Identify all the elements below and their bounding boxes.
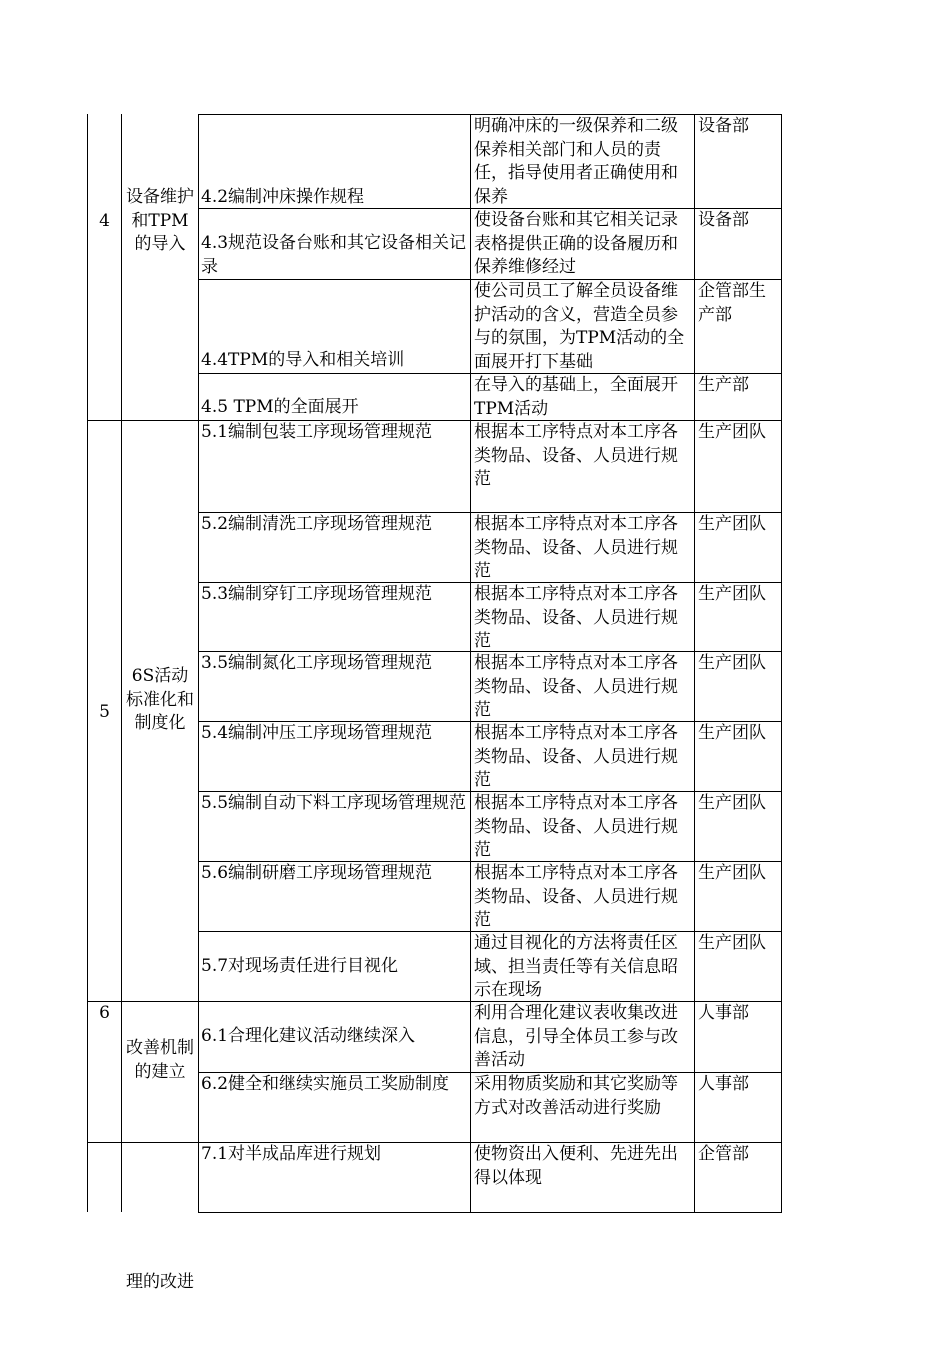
dept-cell: 生产团队 xyxy=(698,584,766,604)
task-cell: 7.1对半成品库进行规划 xyxy=(201,1144,382,1164)
section-name: 6S活动标准化和制度化 xyxy=(126,666,194,733)
task-cell: 5.4编制冲压工序现场管理规范 xyxy=(201,723,433,743)
task-cell: 6.2健全和继续实施员工奖励制度 xyxy=(201,1074,450,1094)
task-cell: 5.1编制包装工序现场管理规范 xyxy=(201,422,433,442)
dept-cell: 设备部 xyxy=(698,210,749,230)
dept-cell: 人事部 xyxy=(698,1074,749,1094)
goal-cell: 采用物质奖励和其它奖励等方式对改善活动进行奖励 xyxy=(474,1074,678,1118)
task-cell: 6.1合理化建议活动继续深入 xyxy=(201,1026,416,1046)
goal-cell: 使物资出入便利、先进先出得以体现 xyxy=(474,1144,678,1188)
task-cell: 5.2编制清洗工序现场管理规范 xyxy=(201,514,433,534)
section-number: 6 xyxy=(99,1003,110,1023)
goal-cell: 通过目视化的方法将责任区域、担当责任等有关信息昭示在现场 xyxy=(474,933,678,1000)
task-cell: 3.5编制氮化工序现场管理规范 xyxy=(201,653,433,673)
goal-cell: 根据本工序特点对本工序各类物品、设备、人员进行规范 xyxy=(474,863,678,930)
dept-cell: 企管部生产部 xyxy=(698,281,766,325)
dept-cell: 生产团队 xyxy=(698,723,766,743)
dept-cell: 生产团队 xyxy=(698,422,766,442)
dept-cell: 生产部 xyxy=(698,375,749,395)
dept-cell: 人事部 xyxy=(698,1003,749,1023)
task-cell: 4.2编制冲床操作规程 xyxy=(201,187,365,207)
dept-cell: 生产团队 xyxy=(698,514,766,534)
goal-cell: 根据本工序特点对本工序各类物品、设备、人员进行规范 xyxy=(474,723,678,790)
task-cell: 5.6编制研磨工序现场管理规范 xyxy=(201,863,433,883)
task-cell: 4.3规范设备台账和其它设备相关记录 xyxy=(201,233,467,277)
goal-cell: 根据本工序特点对本工序各类物品、设备、人员进行规范 xyxy=(474,653,678,720)
trailing-section-name: 理的改进 xyxy=(126,1272,194,1292)
task-cell: 5.5编制自动下料工序现场管理规范 xyxy=(201,793,467,813)
goal-cell: 根据本工序特点对本工序各类物品、设备、人员进行规范 xyxy=(474,514,678,581)
dept-cell: 生产团队 xyxy=(698,793,766,813)
goal-cell: 根据本工序特点对本工序各类物品、设备、人员进行规范 xyxy=(474,584,678,651)
goal-cell: 在导入的基础上，全面展开TPM活动 xyxy=(474,375,678,419)
section-name: 设备维护和TPM的导入 xyxy=(126,187,194,254)
dept-cell: 生产团队 xyxy=(698,653,766,673)
section-name: 改善机制的建立 xyxy=(126,1038,194,1082)
goal-cell: 根据本工序特点对本工序各类物品、设备、人员进行规范 xyxy=(474,422,678,489)
goal-cell: 利用合理化建议表收集改进信息，引导全体员工参与改善活动 xyxy=(474,1003,678,1070)
task-cell: 4.4TPM的导入和相关培训 xyxy=(201,350,405,370)
dept-cell: 企管部 xyxy=(698,1144,749,1164)
section-number: 5 xyxy=(99,702,110,722)
dept-cell: 生产团队 xyxy=(698,863,766,883)
goal-cell: 根据本工序特点对本工序各类物品、设备、人员进行规范 xyxy=(474,793,678,860)
task-cell: 5.7对现场责任进行目视化 xyxy=(201,956,399,976)
goal-cell: 使设备台账和其它相关记录表格提供正确的设备履历和保养维修经过 xyxy=(474,210,678,277)
goal-cell: 使公司员工了解全员设备维护活动的含义，营造全员参与的氛围，为TPM活动的全面展开打下基础 xyxy=(474,281,685,372)
dept-cell: 设备部 xyxy=(698,116,749,136)
col-divider-no xyxy=(121,114,122,1212)
table-border-left xyxy=(87,114,88,1212)
task-cell: 5.3编制穿钉工序现场管理规范 xyxy=(201,584,433,604)
dept-cell: 生产团队 xyxy=(698,933,766,953)
goal-cell: 明确冲床的一级保养和二级保养相关部门和人员的责任，指导使用者正确使用和保养 xyxy=(474,116,678,207)
section-number: 4 xyxy=(99,211,110,231)
row-line xyxy=(198,1212,782,1213)
task-cell: 4.5 TPM的全面展开 xyxy=(201,397,359,417)
